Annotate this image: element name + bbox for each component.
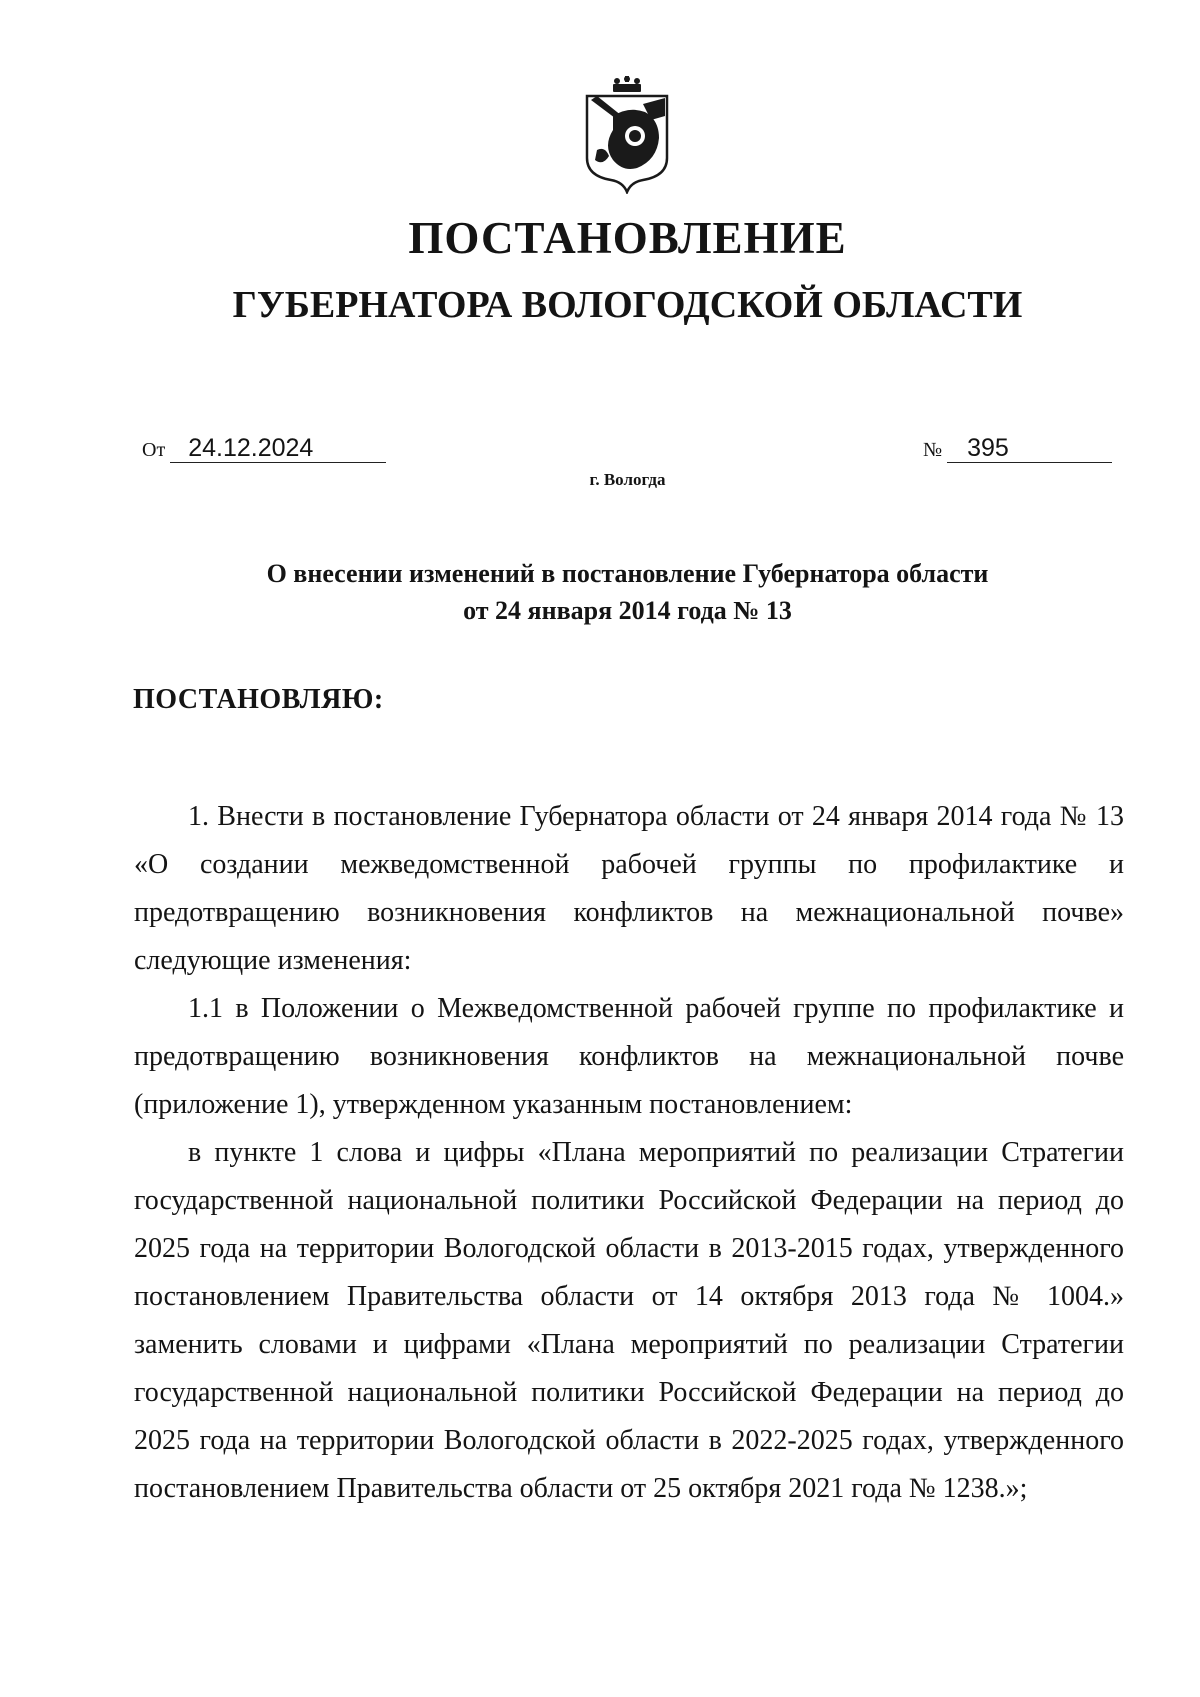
document-title: ПОСТАНОВЛЕНИЕ xyxy=(408,213,847,263)
number-value: 395 xyxy=(947,434,1112,463)
document-subject xyxy=(0,555,1200,629)
paragraph: 1. Внести в постановление Губернатора области от 24 января 2014 года № 13 «О создании межведомственной рабочей группы по профилактике и предотвращению возникновения конфликтов на межнациональной почве» следующие изменения: xyxy=(134,801,1124,976)
document-body xyxy=(134,793,1124,1513)
subject-line-2: от 24 января 2014 года № 13 xyxy=(463,596,792,625)
number-prefix: № xyxy=(923,439,943,461)
coat-of-arms-icon xyxy=(583,76,671,194)
date-value: 24.12.2024 xyxy=(170,434,386,463)
number-field xyxy=(923,434,1112,463)
paragraph: в пункте 1 слова и цифры «Плана мероприятий по реализации Стратегии государственной национальной политики Российской Федерации на период до 2025 года на территории Вологодской области в 2013-2015 годах, утвержденного постановлением Правительства области от 14 октября 2013 года № 1004.» заменить словами и цифрами «Плана мероприятий по реализации Стратегии государственной национальной политики Российской Федерации на период до 2025 года на территории Вологодской области в 2022-2025 годах, утвержденного постановлением Правительства области от 25 октября 2021 года № 1238.»; xyxy=(134,1137,1124,1504)
document-issuer: ГУБЕРНАТОРА ВОЛОГОДСКОЙ ОБЛАСТИ xyxy=(232,284,1023,326)
decree-heading: ПОСТАНОВЛЯЮ: xyxy=(133,684,384,715)
city-label: г. Вологда xyxy=(589,470,666,489)
date-prefix: От xyxy=(142,439,166,461)
subject-line-1: О внесении изменений в постановление Губернатора области xyxy=(266,559,989,588)
date-field xyxy=(142,434,386,463)
paragraph: 1.1 в Положении о Межведомственной рабочей группе по профилактике и предотвращению возникновения конфликтов на межнациональной почве (приложение 1), утвержденном указанным постановлением: xyxy=(134,993,1124,1120)
